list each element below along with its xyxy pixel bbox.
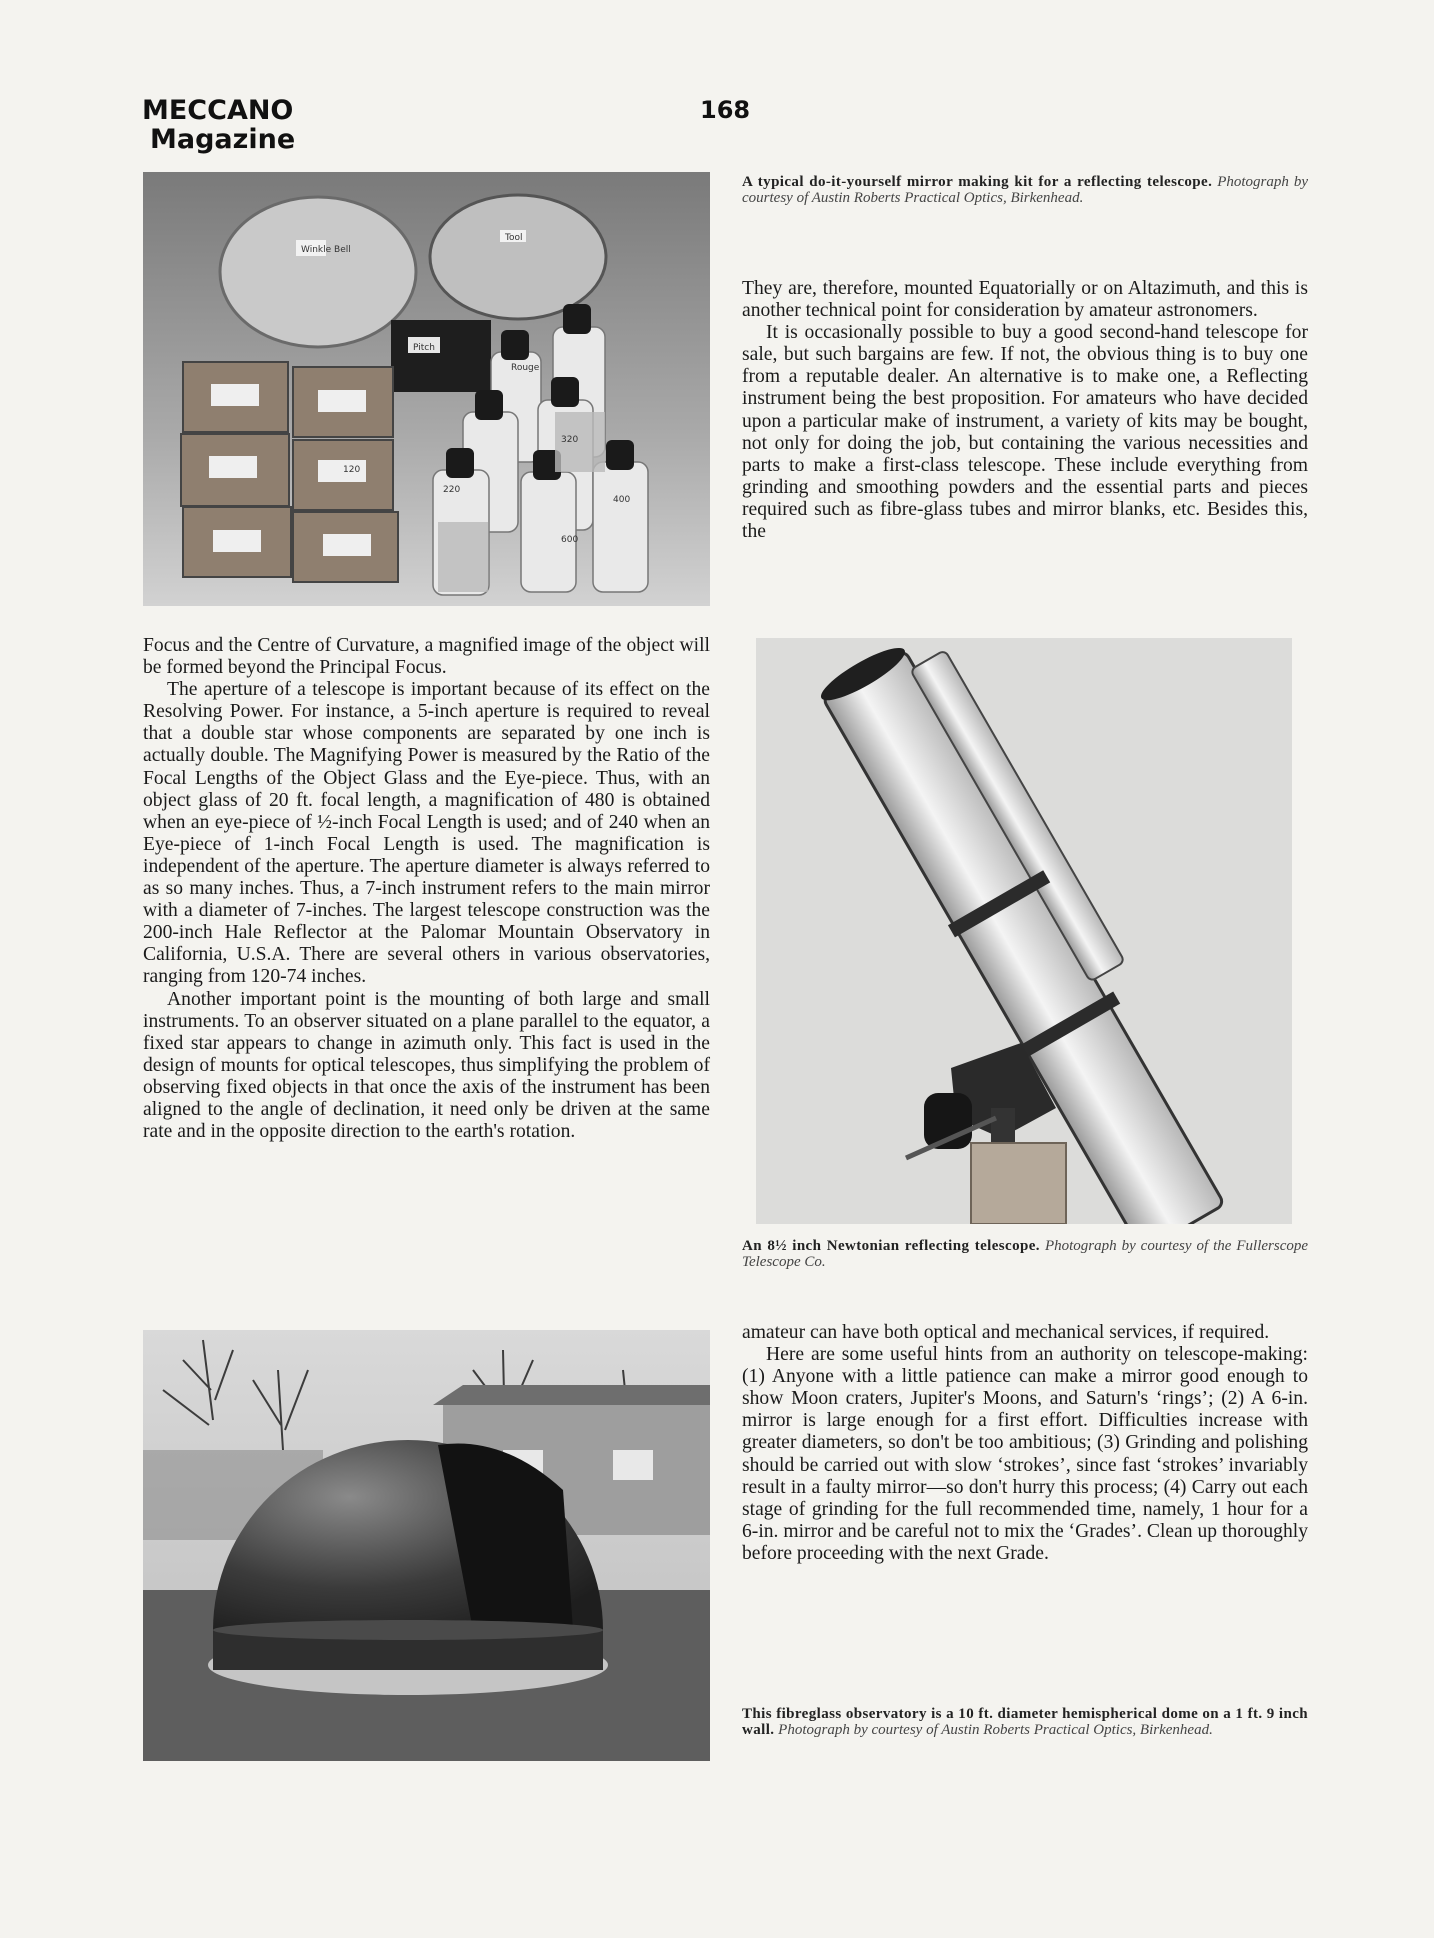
text-right-top (742, 278, 1308, 543)
masthead-line-1: MECCANO (142, 95, 294, 126)
caption-observatory-credit: Photograph by courtesy of Austin Roberts Practical Optics, Birkenhead. (778, 1722, 1213, 1738)
caption-mirror-kit-credit: Photograph by courtesy of Austin Roberts Practical Optics, Birkenhead. (742, 174, 1308, 206)
photo-fibreglass-observatory (143, 1330, 710, 1761)
paragraph: It is occasionally possible to buy a good second-hand telescope for sale, but such bargains are few. If not, the obvious thing is to buy one from a reputable dealer. An alternative is to make one, a Reflecting instrument being the best proposition. For amateurs who have decided upon a particular make of instrument, a variety of kits may be bought, not only for doing the job, but containing the various necessities and parts to make a first-class telescope. These include everything from grinding and smoothing powders and the essential parts and pieces required such as fibre-glass tubes and mirror blanks, etc. Besides this, the (742, 322, 1308, 543)
kit-label: 600 (561, 535, 579, 545)
kit-label: 120 (343, 465, 361, 475)
kit-label: 220 (443, 485, 461, 495)
paragraph: amateur can have both optical and mechanical services, if required. (742, 1322, 1270, 1343)
photo-mirror-kit (143, 172, 710, 606)
observatory-illustration (143, 1330, 710, 1761)
kit-label: Rouge (511, 363, 540, 373)
paragraph: Another important point is the mounting of both large and small instruments. To an observer situated on a plane parallel to the equator, a fixed star appears to change in azimuth only. This fact is used in the design of mounts for optical telescopes, thus simplifying the problem of observing fixed objects in that once the axis of the instrument has been aligned to the angle of declination, it need only be driven at the same rate and in the opposite direction to the earth's rotation. (143, 988, 710, 1143)
paragraph: The aperture of a telescope is important because of its effect on the Resolving Power. For instance, a 5-inch aperture is required to reveal that a double star whose components are separated by one inch is actually double. The Magnifying Power is measured by the Ratio of the Focal Lengths of the Object Glass and the Eye-piece. Thus, with an object glass of 20 ft. focal length, a magnification of 480 is obtained when an eye-piece of ½-inch Focal Length is used; and of 240 when an Eye-piece of 1-inch Focal Length is used. The magnification is independent of the aperture. The aperture diameter is always referred to as so many inches. Thus, a 7-inch instrument refers to the main mirror with a diameter of 7-inches. The largest telescope construction was the 200-inch Hale Reflector at the Palomar Mountain Observatory in California, U.S.A. There are several others in various observatories, ranging from 120-74 inches. (143, 679, 710, 988)
caption-telescope-title: An 8½ inch Newtonian reflecting telescope. (742, 1238, 1040, 1254)
kit-label: Tool (505, 233, 523, 243)
caption-telescope-credit: Photograph by courtesy of the Fullerscope Telescope Co. (742, 1238, 1309, 1270)
caption-fibreglass-observatory (742, 1706, 1308, 1738)
caption-newtonian-telescope (742, 1238, 1308, 1270)
masthead (142, 96, 295, 154)
kit-label: 400 (613, 495, 631, 505)
paragraph: Focus and the Centre of Curvature, a magnified image of the object will be formed beyond the Principal Focus. (143, 635, 710, 679)
kit-label: Pitch (413, 343, 435, 353)
kit-label: Winkle Bell (301, 245, 351, 255)
page-number: 168 (700, 96, 751, 124)
masthead-line-2: Magazine (150, 124, 296, 155)
caption-mirror-kit (742, 174, 1308, 206)
kit-label: 320 (561, 435, 579, 445)
paragraph: They are, therefore, mounted Equatorially or on Altazimuth, and this is another technical point for consideration by amateur astronomers. (742, 278, 1308, 322)
caption-observatory-title: This fibreglass observatory is a 10 ft. diameter hemispherical dome on a 1 ft. 9 inch wall. (742, 1706, 1308, 1738)
text-left-middle (143, 635, 710, 1143)
paragraph: Here are some useful hints from an authority on telescope-making: (1) Anyone with a little patience can make a mirror good enough to show Moon craters, Jupiter's Moons, and Saturn's ‘rings’; (2) A 6-in. mirror is large enough for a first effort. Difficulties increase with greater diameters, so don't be too ambitious; (3) Grinding and polishing should be carried out with slow ‘strokes’, since fast ‘strokes’ invariably result in a faulty mirror—so don't hurry this process; (4) Carry out each stage of grinding for the full recommended time, namely, 1 hour for a 6-in. mirror and be careful not to mix the ‘Grades’. Clean up thoroughly before proceeding with the next Grade. (742, 1344, 1308, 1564)
mirror-kit-illustration (143, 172, 710, 606)
photo-newtonian-telescope (756, 638, 1292, 1224)
text-right-bottom (742, 1322, 1308, 1565)
caption-mirror-kit-title: A typical do-it-yourself mirror making kit for a reflecting telescope. (742, 174, 1213, 190)
telescope-illustration (756, 638, 1292, 1224)
